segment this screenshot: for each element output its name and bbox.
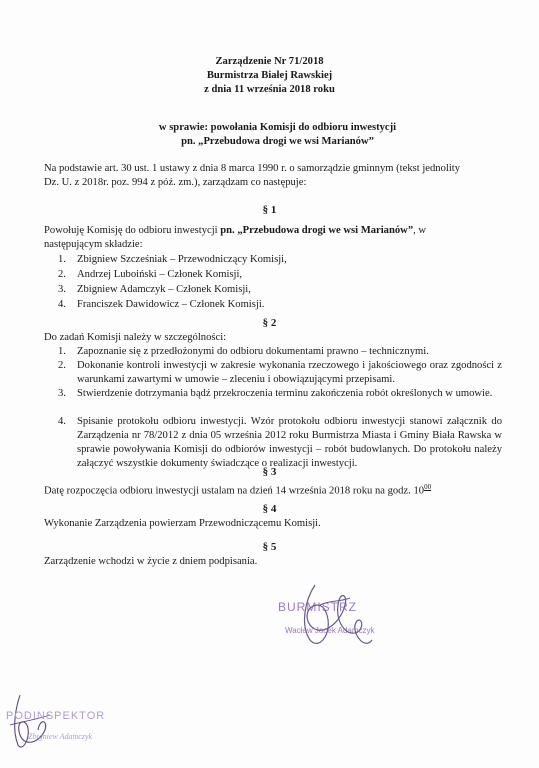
section-4-heading: § 4 bbox=[262, 503, 277, 515]
document-date: z dnia 11 września 2018 roku bbox=[204, 84, 335, 95]
mayor-stamp-name: Wacław Jacek Adamczyk bbox=[285, 626, 375, 635]
section-5-heading: § 5 bbox=[262, 541, 277, 553]
section-1-intro: Powołuję Komisję do odbioru inwestycji pn. „Przebudowa drogi we wsi Marianów”, w bbox=[44, 225, 427, 236]
section-2-intro: Do zadań Komisji należy w szczególności: bbox=[44, 332, 227, 343]
task-item: Zapoznanie się z przedłożonymi do odbioru dokumentami prawno – technicznymi. bbox=[77, 346, 429, 357]
task-item: Stwierdzenie dotrzymania bądź przekroczenia terminu zakończenia robót określonych w umowie. bbox=[77, 388, 493, 399]
member-number: 1. bbox=[58, 254, 66, 265]
inspector-signature bbox=[0, 690, 70, 760]
section-5-text: Zarządzenie wchodzi w życie z dniem podpisania. bbox=[44, 556, 258, 567]
member-number: 3. bbox=[58, 284, 66, 295]
section-4-text: Wykonanie Zarządzenia powierzam Przewodniczącemu Komisji. bbox=[44, 518, 321, 529]
member-item: Franciszek Dawidowicz – Członek Komisji. bbox=[77, 299, 265, 310]
issuer: Burmistrza Białej Rawskiej bbox=[206, 70, 333, 81]
document-title: Zarządzenie Nr 71/2018 bbox=[215, 56, 324, 67]
task-item: Spisanie protokołu odbioru inwestycji. Wzór protokołu odbioru inwestycji stanowi załącznik do Zarządzenia nr 78/2012 z dnia 05 września 2012 roku Burmistrza Miasta i Gminy Biała Rawska w sprawie powoływania Komisji do odbiorów inwestycji – robót budowlanych. Do protokołu należy załączyć wszystkie dokumenty świadczące o realizacji inwestycji. bbox=[77, 416, 502, 469]
preamble-line-2: Dz. U. z 2018r. poz. 994 z póź. zm.), zarządzam co następuje: bbox=[44, 177, 307, 188]
member-number: 4. bbox=[58, 299, 66, 310]
member-item: Zbigniew Adamczyk – Członek Komisji, bbox=[77, 284, 251, 295]
section-2-heading: § 2 bbox=[262, 317, 277, 329]
task-number: 1. bbox=[58, 346, 66, 357]
inspector-stamp-title: PODINSPEKTOR bbox=[6, 710, 106, 722]
mayor-stamp-title: BURMISTRZ bbox=[278, 600, 357, 614]
preamble-line-1: Na podstawie art. 30 ust. 1 ustawy z dnia 8 marca 1990 r. o samorządzie gminnym (tekst jednolity bbox=[44, 163, 461, 174]
member-item: Andrzej Luboiński – Członek Komisji, bbox=[77, 269, 243, 280]
mayor-signature bbox=[280, 570, 390, 660]
section-3-heading: § 3 bbox=[262, 466, 277, 478]
task-number: 2. bbox=[58, 360, 66, 371]
inspector-stamp-name: Zbigniew Adamczyk bbox=[28, 732, 93, 741]
section-3-text: Datę rozpoczęcia odbioru inwestycji ustalam na dzień 14 września 2018 roku na godz. $10^{00}$ bbox=[44, 483, 432, 497]
subject-line-2: pn. „Przebudowa drogi we wsi Marianów” bbox=[181, 136, 374, 147]
section-1-intro-line-2: następującym składzie: bbox=[44, 239, 143, 250]
subject-line-1: w sprawie: powołania Komisji do odbioru inwestycji bbox=[158, 122, 397, 133]
member-item: Zbigniew Szcześniak – Przewodniczący Komisji, bbox=[77, 254, 287, 265]
task-item: Dokonanie kontroli inwestycji w zakresie wykonania rzeczowego i jakościowego oraz zgodności z warunkami zawartymi w umowie – zleceniu i obowiązującymi przepisami. bbox=[77, 360, 502, 385]
section-1-heading: § 1 bbox=[262, 204, 277, 216]
member-number: 2. bbox=[58, 269, 66, 280]
task-number: 4. bbox=[58, 416, 66, 427]
task-number: 3. bbox=[58, 388, 66, 399]
